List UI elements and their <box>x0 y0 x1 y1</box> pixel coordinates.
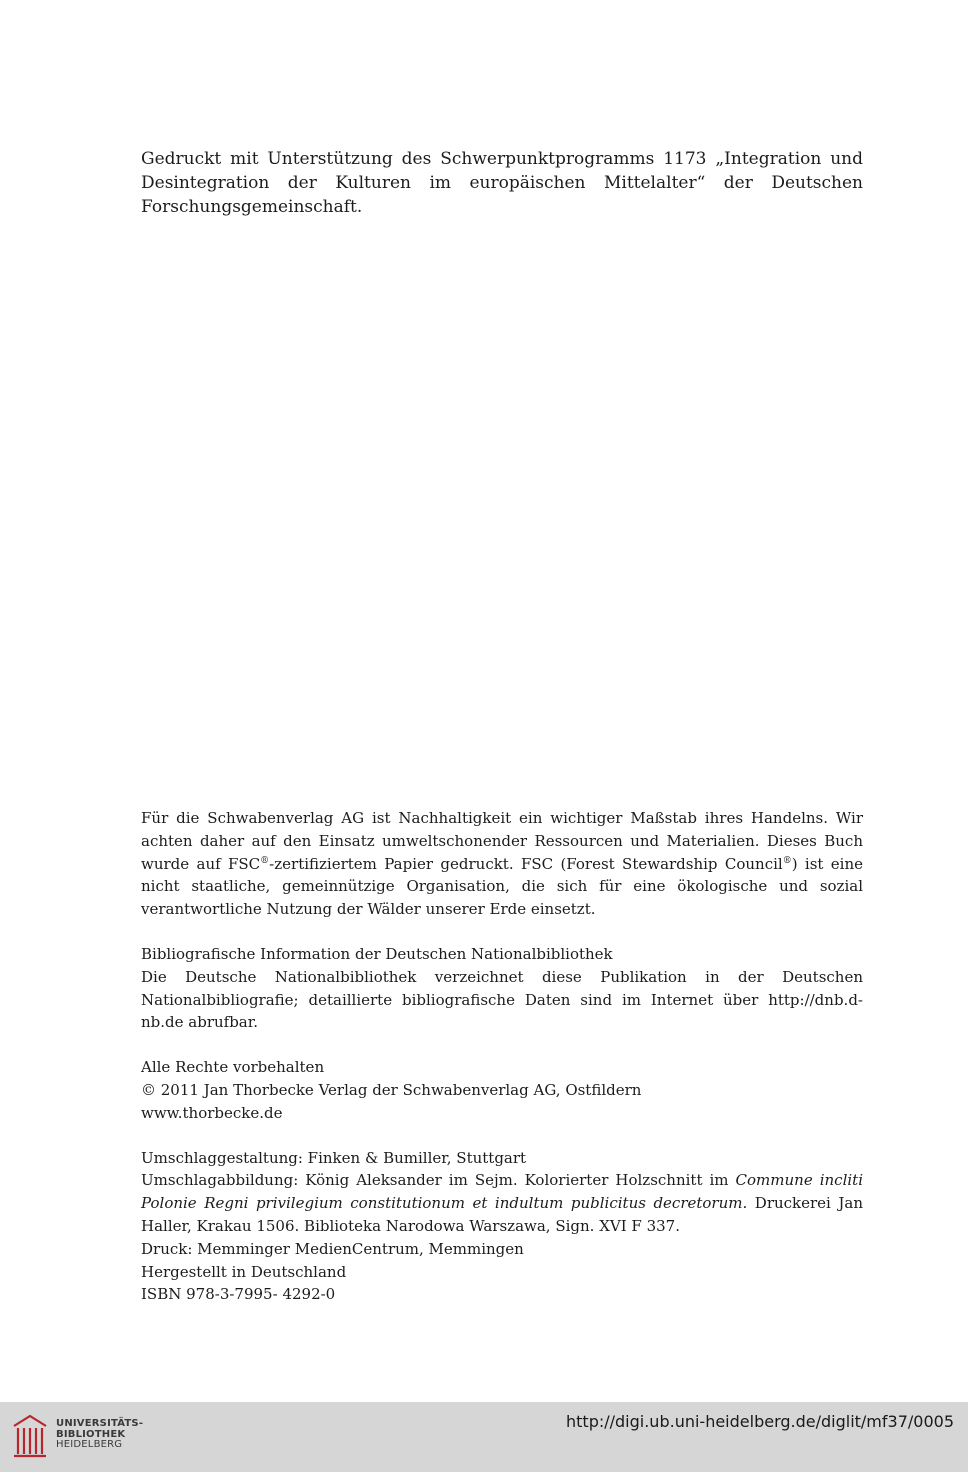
cover-image-title: Commune incliti Polonie Regni privilegium constitutionum et indultum publicitus decretorum. <box>141 1171 863 1213</box>
imprint-section <box>141 807 863 1306</box>
library-name-line3: HEIDELBERG <box>56 1439 123 1450</box>
funding-note-text: Gedruckt mit Unterstützung des Schwerpunktprogramms 1173 „Integration und Desintegration der Kulturen im europäischen Mittelalter“ der Deutschen Forschungsgemeinschaft. <box>141 149 863 217</box>
bibliographic-text: Die Deutsche Nationalbibliothek verzeichnet diese Publikation in der Deutschen Nationalbibliografie; detaillierte bibliografische Daten sind im Internet über http://dnb.d-nb.de abrufbar. <box>141 967 863 1032</box>
registered-mark-2: ® <box>782 855 792 866</box>
funding-note <box>141 147 863 219</box>
sustainability-text-3: ) ist eine nicht staatliche, gemeinnützige Organisation, die sich für eine ökologische und sozial verantwortliche Nutzung der Wälder unserer Erde einsetzt. <box>141 854 864 919</box>
library-name-line2: BIBLIOTHEK <box>56 1428 126 1440</box>
sustainability-paragraph <box>141 807 863 921</box>
registered-mark-1: ® <box>260 855 270 866</box>
printer-line: Druck: Memminger MedienCentrum, Memmingen <box>141 1239 524 1258</box>
permalink-url[interactable]: http://digi.ub.uni-heidelberg.de/diglit/mf37/0005 <box>566 1412 954 1431</box>
cover-design: Umschlaggestaltung: Finken & Bumiller, Stuttgart <box>141 1148 527 1167</box>
publisher-website: www.thorbecke.de <box>141 1103 283 1122</box>
made-in-line: Hergestellt in Deutschland <box>141 1262 347 1281</box>
rights-reserved: Alle Rechte vorbehalten <box>141 1058 325 1077</box>
isbn-line: ISBN 978-3-7995- 4292-0 <box>141 1285 336 1304</box>
sustainability-text-1: Für die Schwabenverlag AG ist Nachhaltigkeit ein wichtiger Maßstab ihres Handelns. Wir achten daher auf den Einsatz umweltschonender Ressourcen und Materialien. Dieses Buch wurde auf FSC <box>141 809 863 873</box>
bibliographic-heading: Bibliografische Information der Deutschen Nationalbibliothek <box>141 944 613 963</box>
copyright-line: © 2011 Jan Thorbecke Verlag der Schwabenverlag AG, Ostfildern <box>141 1080 642 1099</box>
cover-image-credit <box>141 1169 863 1237</box>
library-name-line1: UNIVERSITÄTS- <box>56 1418 144 1429</box>
cover-image-source: Druckerei Jan Haller, Krakau 1506. Biblioteka Narodowa Warszawa, Sign. XVI F 337. <box>141 1194 863 1235</box>
sustainability-text-2: -zertifiziertem Papier gedruckt. FSC (Forest Stewardship Council <box>269 854 783 873</box>
cover-image-text: Umschlagabbildung: König Aleksander im Sejm. Kolorierter Holzschnitt im <box>141 1171 736 1190</box>
library-logo-icon <box>10 1410 50 1460</box>
library-name <box>56 1419 143 1451</box>
